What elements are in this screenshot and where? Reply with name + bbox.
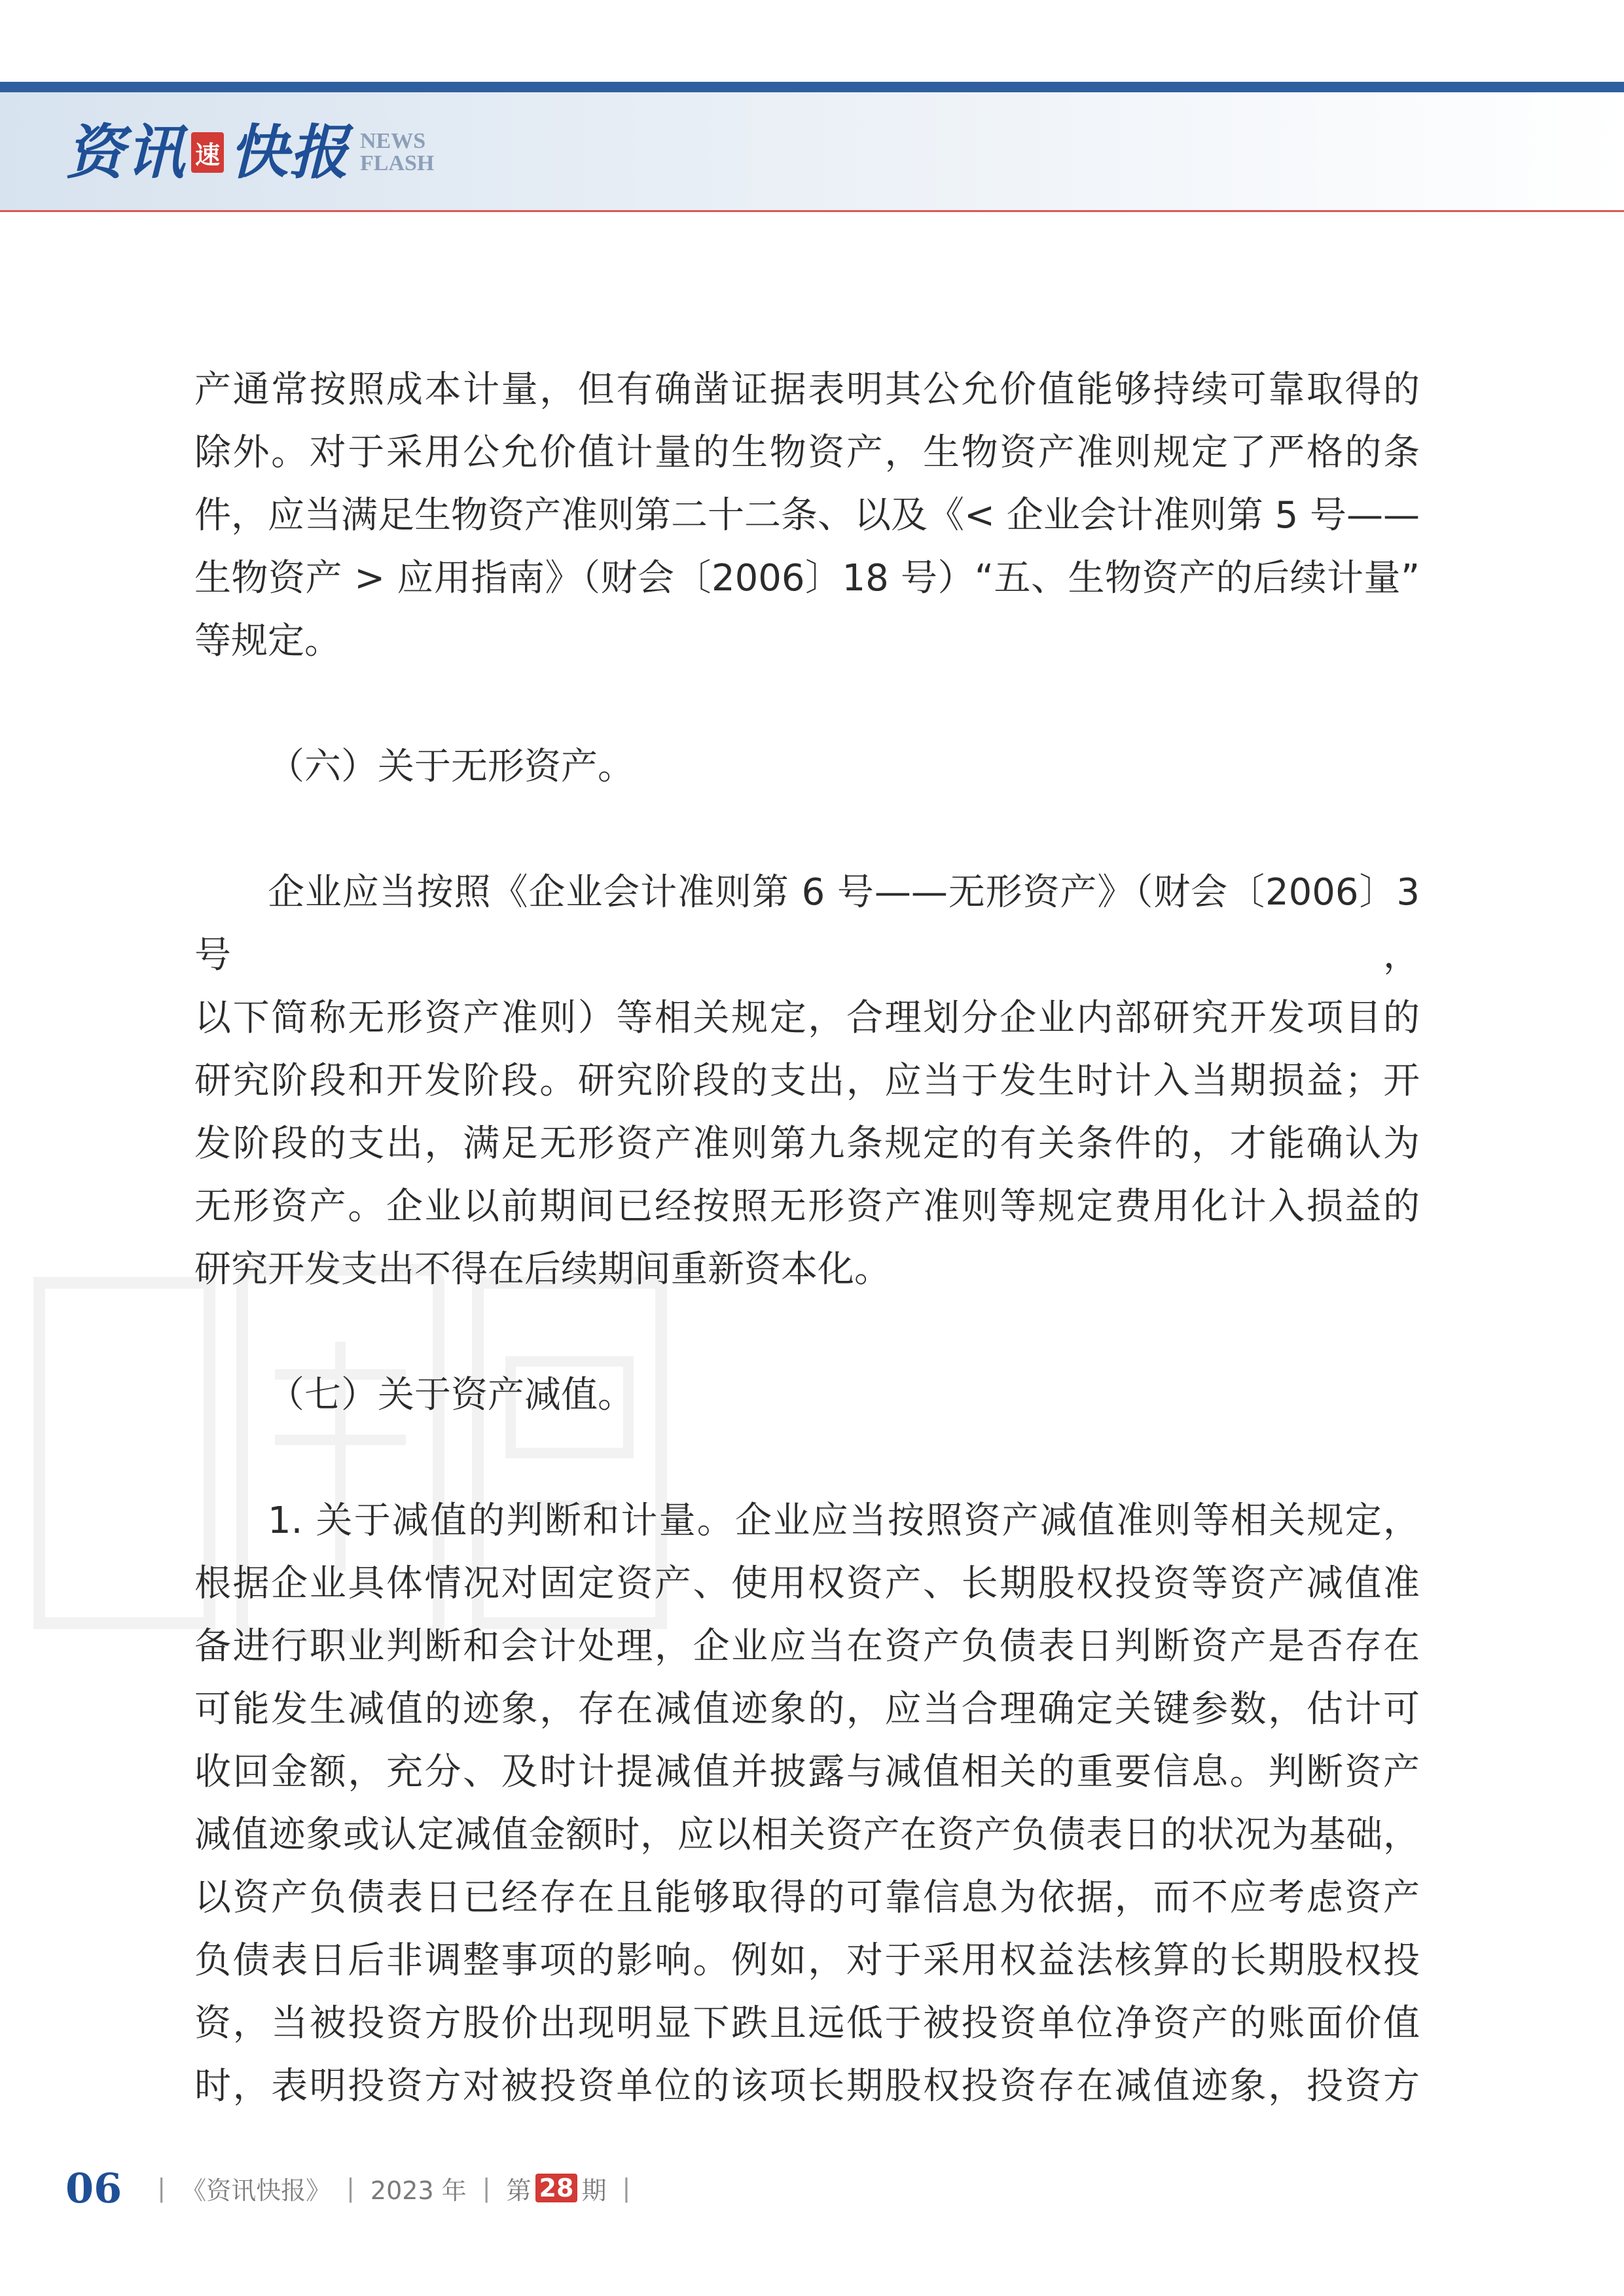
- text-line: 以资产负债表日已经存在且能够取得的可靠信息为依据，而不应考虑资产: [194, 1876, 1420, 1919]
- text-line: 研究阶段和开发阶段。研究阶段的支出，应当于发生时计入当期损益；开: [194, 1060, 1420, 1102]
- masthead-logo: [65, 110, 434, 195]
- logo-english: [360, 130, 434, 175]
- footer-divider: |: [346, 2174, 355, 2202]
- text-line: 1. 关于减值的判断和计量。企业应当按照资产减值准则等相关规定，: [268, 1499, 1420, 1542]
- text-line: 除外。对于采用公允价值计量的生物资产，生物资产准则规定了严格的条: [194, 431, 1420, 474]
- text-line: 收回金额，充分、及时计提减值并披露与减值相关的重要信息。判断资产: [194, 1751, 1420, 1793]
- paragraph-impairment: [194, 1490, 1420, 2118]
- issue-prefix: 第: [506, 2176, 532, 2205]
- text-line: 备进行职业判断和会计处理，企业应当在资产负债表日判断资产是否存在: [194, 1625, 1420, 1668]
- publication-name: 《资讯快报》: [181, 2176, 331, 2205]
- header-top-bar: [0, 82, 1624, 92]
- text-line: 企业应当按照《企业会计准则第 6 号——无形资产》（财会〔2006〕3 号，: [194, 871, 1420, 977]
- text-line: 发阶段的支出，满足无形资产准则第九条规定的有关条件的，才能确认为: [194, 1122, 1420, 1165]
- issue-year: 2023 年: [370, 2176, 467, 2205]
- text-line: 产通常按照成本计量，但有确凿证据表明其公允价值能够持续可靠取得的: [194, 368, 1420, 411]
- text-line: 生物资产 > 应用指南》（财会〔2006〕18 号）“五、生物资产的后续计量”: [194, 557, 1420, 600]
- logo-english-line1: NEWS: [360, 129, 426, 153]
- text-line: 研究开发支出不得在后续期间重新资本化。: [194, 1248, 891, 1291]
- logo-english-line2: FLASH: [360, 151, 435, 175]
- seal-stamp-icon: 速: [191, 132, 224, 173]
- text-line: 资，当被投资方股价出现明显下跌且远低于被投资单位净资产的账面价值: [194, 2002, 1420, 2045]
- text-line: 根据企业具体情况对固定资产、使用权资产、长期股权投资等资产减值准: [194, 1562, 1420, 1605]
- text-line: 等规定。: [194, 620, 341, 662]
- logo-text-right: 快报: [229, 118, 350, 187]
- issue-suffix: 期: [581, 2176, 607, 2205]
- text-line: 时，表明投资方对被投资单位的该项长期股权投资存在减值迹象，投资方: [194, 2065, 1420, 2108]
- issue-number-badge: 28: [535, 2174, 578, 2202]
- footer-divider: |: [157, 2174, 166, 2202]
- page-footer: [65, 2159, 646, 2217]
- footer-divider: |: [622, 2174, 631, 2202]
- footer-divider: |: [482, 2174, 491, 2202]
- paragraph-biological-assets: [194, 359, 1420, 673]
- section-heading-intangible-assets: （六）关于无形资产。: [268, 745, 634, 788]
- text-line: 负债表日后非调整事项的影响。例如，对于采用权益法核算的长期股权投: [194, 1939, 1420, 1982]
- logo-text-left: 资讯: [65, 118, 186, 187]
- page-number: 06: [65, 2164, 122, 2212]
- header-divider: [0, 210, 1624, 212]
- text-line: 减值迹象或认定减值金额时，应以相关资产在资产负债表日的状况为基础，: [194, 1814, 1420, 1856]
- text-line: 以下简称无形资产准则）等相关规定，合理划分企业内部研究开发项目的: [194, 997, 1420, 1039]
- paragraph-intangible-assets: [194, 861, 1420, 1301]
- article-body: [194, 359, 1420, 2118]
- text-line: 无形资产。企业以前期间已经按照无形资产准则等规定费用化计入损益的: [194, 1185, 1420, 1228]
- text-line: 件，应当满足生物资产准则第二十二条、以及《< 企业会计准则第 5 号——: [194, 494, 1420, 537]
- section-heading-asset-impairment: （七）关于资产减值。: [268, 1374, 634, 1416]
- text-line: 可能发生减值的迹象，存在减值迹象的，应当合理确定关键参数，估计可: [194, 1688, 1420, 1731]
